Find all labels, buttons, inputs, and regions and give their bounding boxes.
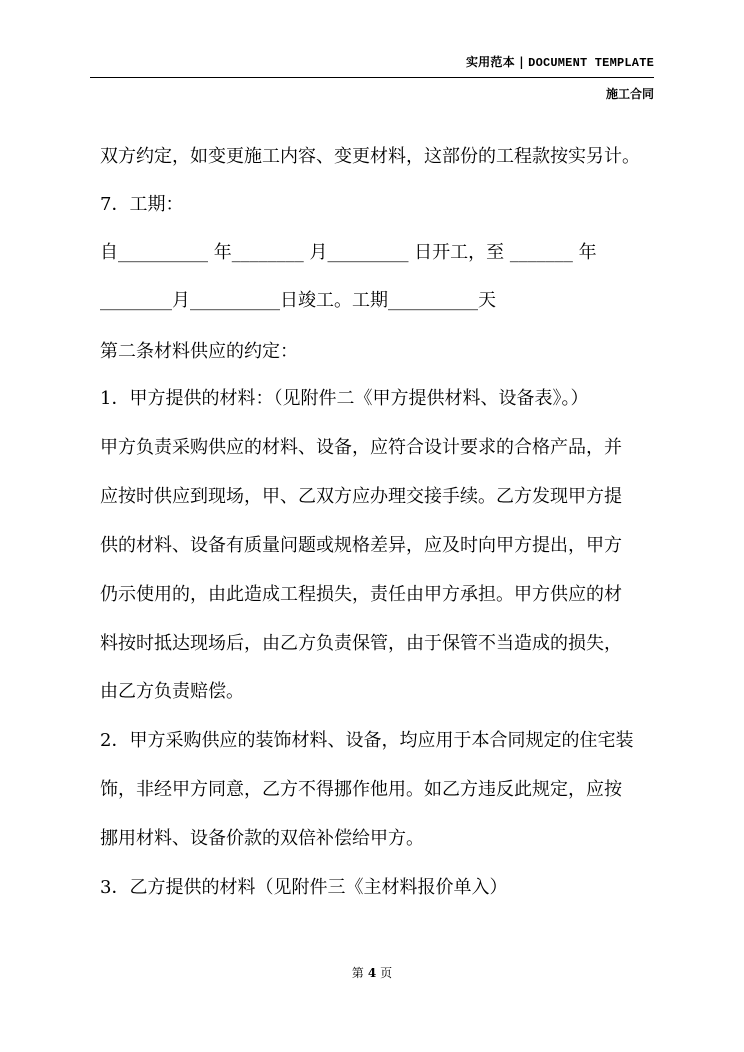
header-separator: |	[519, 55, 524, 69]
footer-prefix: 第	[351, 966, 364, 980]
body-line-16: 3．乙方提供的材料（见附件三《主材料报价单入）	[100, 877, 508, 898]
body-line-6: 1．甲方提供的材料：（见附件二《甲方提供材料、设备表》。）	[100, 388, 589, 409]
header-rule	[90, 77, 654, 78]
body-line-15: 挪用材料、设备价款的双倍补偿给甲方。	[100, 828, 424, 849]
page-number: 4	[367, 966, 377, 980]
header-brand: 实用范本	[465, 55, 515, 69]
body-line-7: 甲方负责采购供应的材料、设备，应符合设计要求的合格产品，并	[100, 437, 622, 458]
body-line-12: 由乙方负责赔偿。	[100, 681, 244, 702]
body-line-1: 双方约定，如变更施工内容、变更材料，这部份的工程款按实另计。	[100, 146, 640, 167]
body-line-14: 饰，非经甲方同意，乙方不得挪作他用。如乙方违反此规定，应按	[100, 779, 622, 800]
header-doc-type: 施工合同	[605, 87, 654, 101]
footer-suffix: 页	[380, 966, 393, 980]
body-line-13: 2．甲方采购供应的装饰材料、设备，均应用于本合同规定的住宅装	[100, 730, 634, 751]
page-footer	[0, 964, 744, 981]
body-line-8: 应按时供应到现场，甲、乙双方应办理交接手续。乙方发现甲方提	[100, 486, 622, 507]
body-line-10: 仍示使用的，由此造成工程损失，责任由甲方承担。甲方供应的材	[100, 584, 622, 605]
body-line-9: 供的材料、设备有质量问题或规格差异，应及时向甲方提出，甲方	[100, 535, 622, 556]
header-template-label: DOCUMENT TEMPLATE	[528, 56, 654, 70]
body-line-3: 自__________ 年________ 月_________ 日开工，至 _______ 年	[100, 242, 597, 263]
body-line-11: 料按时抵达现场后，由乙方负责保管，由于保管不当造成的损失，	[100, 633, 622, 654]
body-line-2: 7．工期：	[100, 194, 184, 215]
body-line-5: 第二条材料供应的约定：	[100, 341, 298, 362]
body-line-4: ________月__________日竣工。工期__________天	[100, 290, 496, 311]
header-title	[466, 53, 654, 70]
